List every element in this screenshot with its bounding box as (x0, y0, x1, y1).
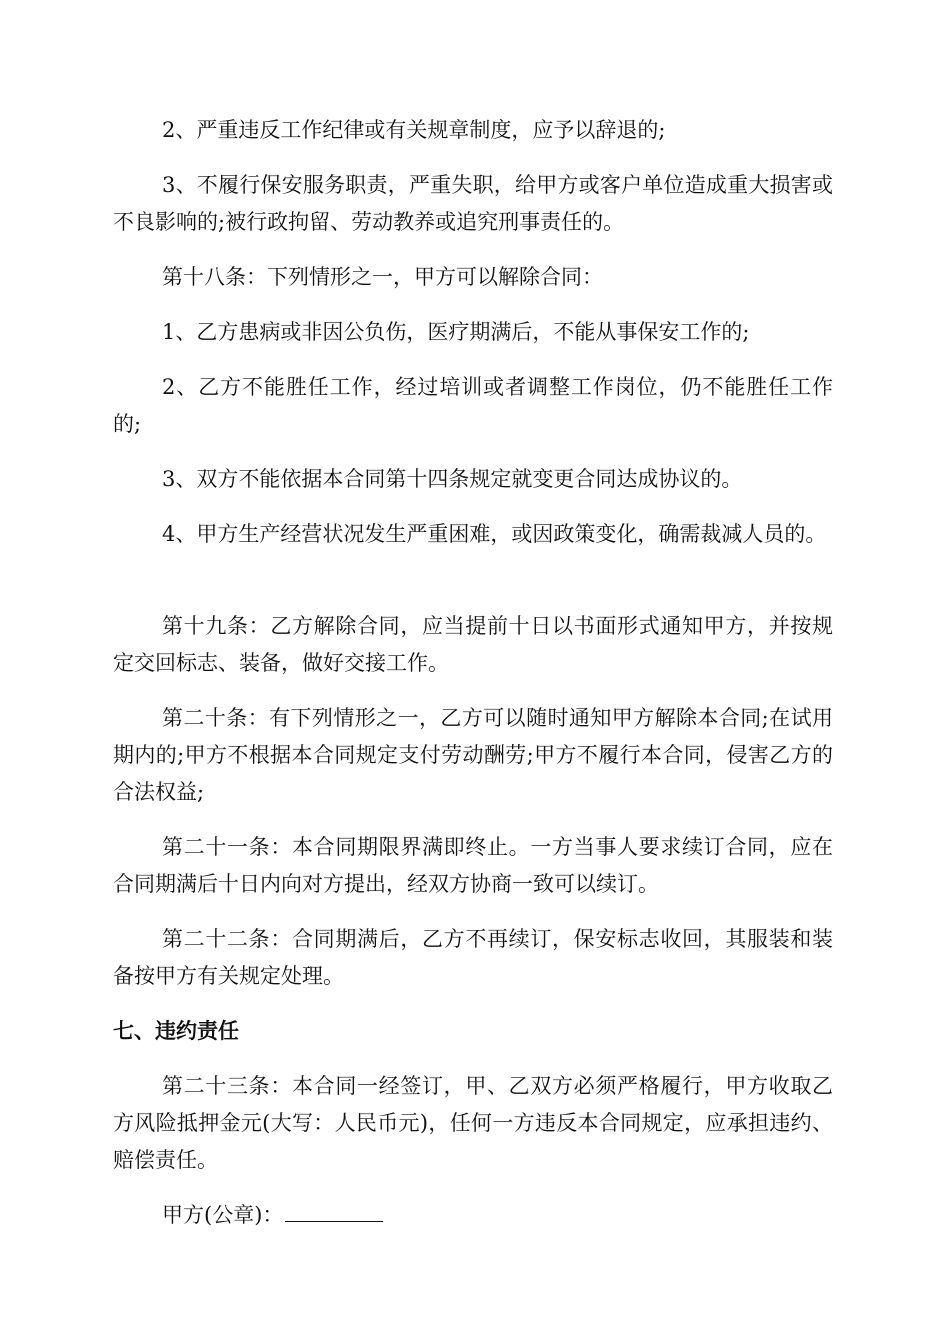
paragraph: 第二十三条：本合同一经签订，甲、乙双方必须严格履行，甲方收取乙方风险抵押金元(大写：人民币元)，任何一方违反本合同规定，应承担违约、赔偿责任。 (113, 1074, 833, 1172)
section-heading: 七、违约责任 (113, 1019, 239, 1043)
paragraph: 第二十一条：本合同期限界满即终止。一方当事人要求续订合同，应在合同期满后十日内向对方提出，经双方协商一致可以续订。 (113, 835, 833, 896)
paragraph: 第十八条：下列情形之一，甲方可以解除合同： (162, 265, 603, 289)
signature-label: 甲方(公章)： (162, 1203, 284, 1227)
paragraph: 1、乙方患病或非因公负伤，医疗期满后，不能从事保安工作的; (162, 320, 750, 344)
paragraph: 2、严重违反工作纪律或有关规章制度，应予以辞退的; (162, 118, 666, 142)
paragraph: 第二十二条：合同期满后，乙方不再续订，保安标志收回，其服装和装备按甲方有关规定处理。 (113, 927, 833, 988)
paragraph: 第十九条：乙方解除合同，应当提前十日以书面形式通知甲方，并按规定交回标志、装备，做好交接工作。 (113, 614, 833, 675)
signature-line (113, 1197, 833, 1234)
paragraph: 3、双方不能依据本合同第十四条规定就变更合同达成协议的。 (162, 467, 743, 491)
signature-blank (285, 1220, 383, 1222)
paragraph: 4、甲方生产经营状况发生严重困难，或因政策变化，确需裁减人员的。 (162, 522, 827, 546)
paragraph: 第二十条：有下列情形之一，乙方可以随时通知甲方解除本合同;在试用期内的;甲方不根据本合同规定支付劳动酬劳;甲方不履行本合同，侵害乙方的合法权益; (113, 706, 833, 804)
paragraph: 3、不履行保安服务职责，严重失职，给甲方或客户单位造成重大损害或不良影响的;被行政拘留、劳动教养或追究刑事责任的。 (113, 173, 833, 234)
paragraph: 2、乙方不能胜任工作，经过培训或者调整工作岗位，仍不能胜任工作的; (113, 375, 833, 436)
